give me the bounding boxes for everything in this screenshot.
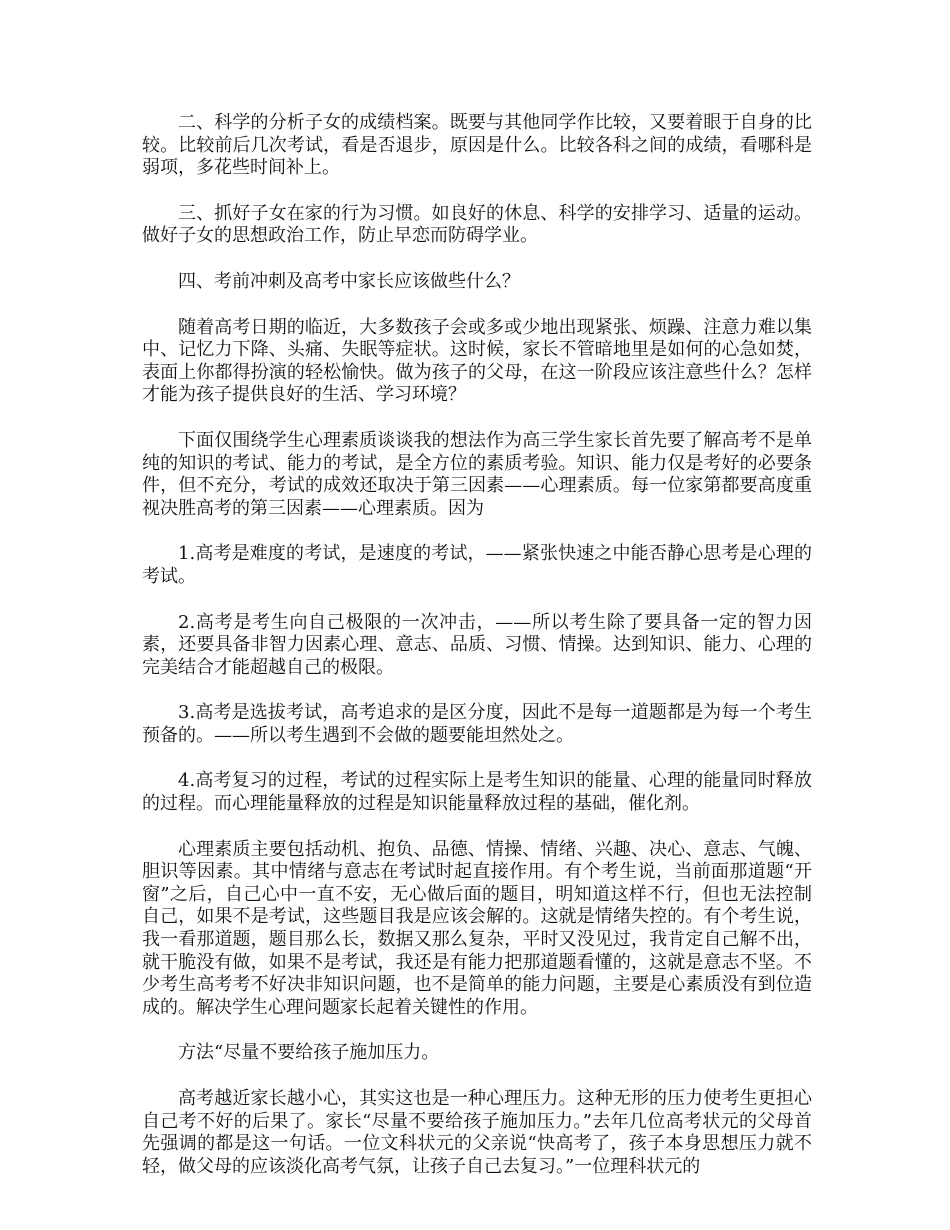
- paragraph-method-heading: 方法“尽量不要给孩子施加压力。: [178, 1042, 440, 1064]
- paragraph-point-3: 3.高考是选拔考试，高考追求的是区分度，因此不是每一道题都是为每一个考生预备的。——所以考生遇到不会做的题要能坦然处之。: [142, 702, 812, 746]
- paragraph-exam-approach: 随着高考日期的临近，大多数孩子会或多或少地出现紧张、烦躁、注意力难以集中、记忆力下降、头痛、失眠等症状。这时候，家长不管暗地里是如何的心急如焚，表面上你都得扮演的轻松愉快。做为孩子的父母，在这一阶段应该注意些什么？怎样才能为孩子提供良好的生活、学习环境？: [142, 316, 812, 406]
- paragraph-point-1: 1.高考是难度的考试，是速度的考试，——紧张快速之中能否静心思考是心理的考试。: [142, 543, 812, 587]
- paragraph-psychology-factors: 心理素质主要包括动机、抱负、品德、情操、情绪、兴趣、决心、意志、气魄、胆识等因素。其中情绪与意志在考试时起直接作用。有个考生说，当前面那道题“开窗”之后，自己心中一直不安，无心做后面的题目，明知道这样不行，但也无法控制自己，如果不是考试，这些题目我是应该会解的。这就是情绪失控的。有个考生说，我一看那道题，题目那么长，数据又那么复杂，平时又没见过，我肯定自己解不出，就干脆没有做，如果不是考试，我还是有能力把那道题看懂的，这就是意志不坚。不少考生高考考不好决非知识问题，也不是简单的能力问题，主要是心素质没有到位造成的。解决学生心理问题家长起着关键性的作用。: [142, 838, 812, 1018]
- document-body: [142, 112, 812, 1201]
- paragraph-pressure: 高考越近家长越小心，其实这也是一种心理压力。这种无形的压力使考生更担心自己考不好的后果了。家长“尽量不要给孩子施加压力。”去年几位高考状元的父母首先强调的都是这一句话。一位文科状元的父亲说“快高考了，孩子本身思想压力就不轻，做父母的应该淡化高考气氛，让孩子自己去复习。”一位理科状元的: [142, 1088, 812, 1177]
- paragraph-section-two: 二、科学的分析子女的成绩档案。既要与其他同学作比较，又要着眼于自身的比较。比较前后几次考试，看是否退步，原因是什么。比较各科之间的成绩，看哪科是弱项，多花些时间补上。: [142, 112, 812, 179]
- paragraph-point-2: 2.高考是考生向自己极限的一次冲击，——所以考生除了要具备一定的智力因素，还要具备非智力因素心理、意志、品质、习惯、情操。达到知识、能力、心理的完美结合才能超越自己的极限。: [142, 611, 812, 678]
- paragraph-section-four-heading: 四、考前冲刺及高考中家长应该做些什么？: [178, 270, 520, 292]
- paragraph-psychological-quality: 下面仅围绕学生心理素质谈谈我的想法作为高三学生家长首先要了解高考不是单纯的知识的考试、能力的考试，是全方位的素质考验。知识、能力仅是考好的必要条件，但不充分，考试的成效还取决于第三因素——心理素质。每一位家第都要高度重视决胜高考的第三因素——心理素质。因为: [142, 429, 812, 519]
- paragraph-point-4: 4.高考复习的过程，考试的过程实际上是考生知识的能量、心理的能量同时释放的过程。而心理能量释放的过程是知识能量释放过程的基础，催化剂。: [142, 770, 812, 815]
- paragraph-section-three: 三、抓好子女在家的行为习惯。如良好的休息、科学的安排学习、适量的运动。做好子女的思想政治工作，防止早恋而防碍学业。: [142, 202, 812, 247]
